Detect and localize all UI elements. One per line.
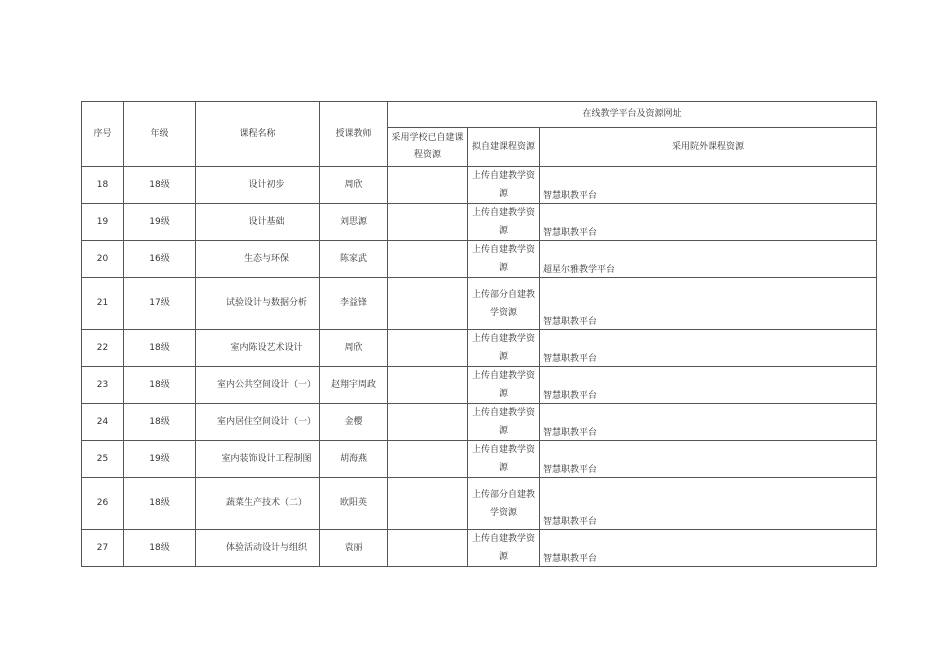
- table-row: [82, 367, 877, 404]
- row-school-resource: [388, 404, 468, 441]
- row-external-resource: 智慧职教平台: [540, 167, 877, 204]
- row-grade: 19级: [124, 441, 196, 478]
- row-number: 25: [82, 441, 124, 478]
- row-grade: 18级: [124, 478, 196, 530]
- row-teacher: 赵翔宇周政: [320, 367, 388, 404]
- row-self-resource: 上传部分自建教学资源: [468, 478, 540, 530]
- row-grade: 18级: [124, 330, 196, 367]
- row-course-name: 设计初步: [196, 167, 320, 204]
- table-row: [82, 441, 877, 478]
- table-row: [82, 241, 877, 278]
- row-external-resource: 智慧职教平台: [540, 530, 877, 567]
- row-course-name: 室内陈设艺术设计: [196, 330, 320, 367]
- row-grade: 18级: [124, 367, 196, 404]
- row-course-name: 试验设计与数据分析: [196, 278, 320, 330]
- row-course-name: 设计基础: [196, 204, 320, 241]
- table-row: [82, 167, 877, 204]
- row-school-resource: [388, 278, 468, 330]
- row-self-resource: 上传自建教学资源: [468, 204, 540, 241]
- row-self-resource: 上传自建教学资源: [468, 404, 540, 441]
- row-school-resource: [388, 204, 468, 241]
- row-external-resource: 智慧职教平台: [540, 478, 877, 530]
- row-grade: 18级: [124, 530, 196, 567]
- row-number: 24: [82, 404, 124, 441]
- row-course-name: 室内公共空间设计（一）: [196, 367, 320, 404]
- table-row: [82, 404, 877, 441]
- row-grade: 17级: [124, 278, 196, 330]
- row-external-resource: 智慧职教平台: [540, 330, 877, 367]
- row-course-name: 体验活动设计与组织: [196, 530, 320, 567]
- row-teacher: 袁丽: [320, 530, 388, 567]
- row-teacher: 周欣: [320, 167, 388, 204]
- row-external-resource: 智慧职教平台: [540, 278, 877, 330]
- row-grade: 18级: [124, 404, 196, 441]
- row-external-resource: 智慧职教平台: [540, 441, 877, 478]
- row-self-resource: 上传自建教学资源: [468, 241, 540, 278]
- row-teacher: 胡海燕: [320, 441, 388, 478]
- row-teacher: 周欣: [320, 330, 388, 367]
- row-grade: 16级: [124, 241, 196, 278]
- row-teacher: 李益锋: [320, 278, 388, 330]
- row-school-resource: [388, 530, 468, 567]
- table-row: [82, 278, 877, 330]
- row-school-resource: [388, 167, 468, 204]
- header-no: 序号: [82, 102, 124, 167]
- row-school-resource: [388, 330, 468, 367]
- row-school-resource: [388, 478, 468, 530]
- header-school-resource: 采用学校已自建课程资源: [388, 128, 468, 167]
- row-school-resource: [388, 241, 468, 278]
- row-course-name: 蔬菜生产技术（二）: [196, 478, 320, 530]
- row-external-resource: 智慧职教平台: [540, 204, 877, 241]
- row-grade: 19级: [124, 204, 196, 241]
- row-school-resource: [388, 367, 468, 404]
- table-row: [82, 478, 877, 530]
- row-school-resource: [388, 441, 468, 478]
- header-self-resource: 拟自建课程资源: [468, 128, 540, 167]
- table-row: [82, 330, 877, 367]
- row-self-resource: 上传自建教学资源: [468, 441, 540, 478]
- row-number: 22: [82, 330, 124, 367]
- row-self-resource: 上传部分自建教学资源: [468, 278, 540, 330]
- row-number: 20: [82, 241, 124, 278]
- row-teacher: 刘思源: [320, 204, 388, 241]
- row-self-resource: 上传自建教学资源: [468, 330, 540, 367]
- header-grade: 年级: [124, 102, 196, 167]
- row-teacher: 金樱: [320, 404, 388, 441]
- row-self-resource: 上传自建教学资源: [468, 167, 540, 204]
- course-resource-table: [81, 101, 877, 567]
- row-number: 18: [82, 167, 124, 204]
- row-self-resource: 上传自建教学资源: [468, 530, 540, 567]
- row-course-name: 室内装饰设计工程制图: [196, 441, 320, 478]
- row-external-resource: 超星尔雅教学平台: [540, 241, 877, 278]
- header-teacher: 授课教师: [320, 102, 388, 167]
- row-teacher: 欧阳英: [320, 478, 388, 530]
- row-course-name: 生态与环保: [196, 241, 320, 278]
- row-number: 19: [82, 204, 124, 241]
- row-number: 27: [82, 530, 124, 567]
- header-platform-group: 在线教学平台及资源网址: [388, 102, 877, 128]
- header-external-resource: 采用院外课程资源: [540, 128, 877, 167]
- row-self-resource: 上传自建教学资源: [468, 367, 540, 404]
- table-row: [82, 204, 877, 241]
- row-number: 23: [82, 367, 124, 404]
- row-course-name: 室内居住空间设计（一）: [196, 404, 320, 441]
- row-external-resource: 智慧职教平台: [540, 367, 877, 404]
- row-number: 26: [82, 478, 124, 530]
- table-row: [82, 530, 877, 567]
- row-number: 21: [82, 278, 124, 330]
- row-external-resource: 智慧职教平台: [540, 404, 877, 441]
- row-teacher: 陈家武: [320, 241, 388, 278]
- header-course: 课程名称: [196, 102, 320, 167]
- row-grade: 18级: [124, 167, 196, 204]
